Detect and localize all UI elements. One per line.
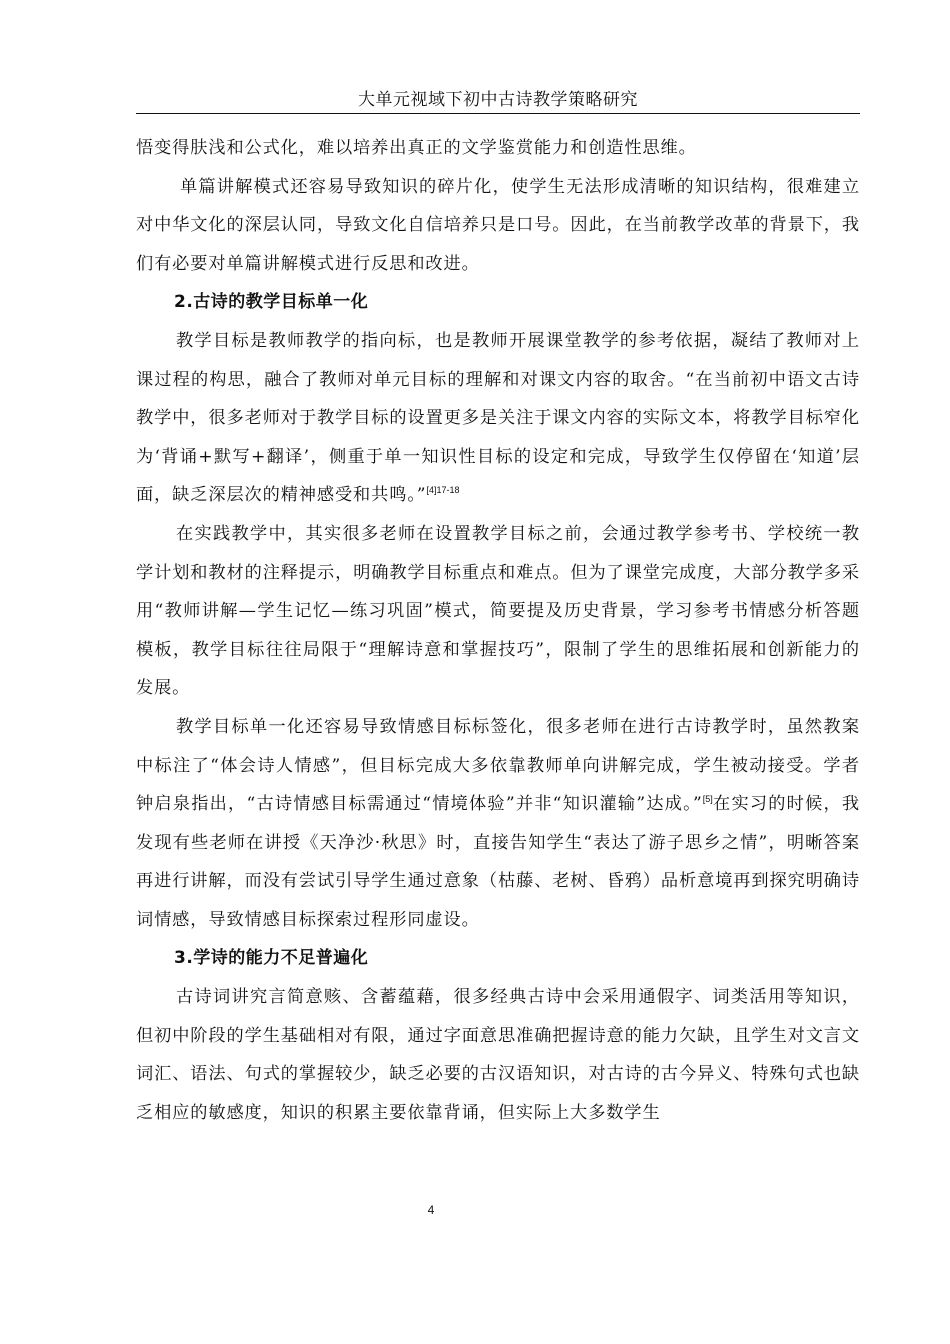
body-text <box>136 129 860 1132</box>
citation-5: [5] <box>702 794 713 805</box>
header-rule <box>136 113 860 114</box>
running-header-title: 大单元视域下初中古诗教学策略研究 <box>358 90 638 110</box>
paragraph-ability: 古诗词讲究言简意赅、含蓄蕴藉，很多经典古诗中会采用通假字、词类活用等知识，但初中阶段的学生基础相对有限，通过字面意思准确把握诗意的能力欠缺，且学生对文言文词汇、语法、句式的掌握较少，缺乏必要的古汉语知识，对古诗的古今异义、特殊句式也缺乏相应的敏感度，知识的积累主要依靠背诵，但实际上大多数学生 <box>136 987 860 1123</box>
paragraph-practice: 在实践教学中，其实很多老师在设置教学目标之前，会通过教学参考书、学校统一教学计划和教材的注释提示，明确教学目标重点和难点。但为了课堂完成度，大部分教学多采用“教师讲解—学生记忆—练习巩固”模式，简要提及历史背景，学习参考书情感分析答题模板，教学目标往往局限于“理解诗意和掌握技巧”，限制了学生的思维拓展和创新能力的发展。 <box>136 523 860 699</box>
citation-4: [4]17-18 <box>426 485 460 496</box>
paragraph-emotion-goals-text-a: 教学目标单一化还容易导致情感目标标签化，很多老师在进行古诗教学时，虽然教案中标注了“体会诗人情感”，但目标完成大多依靠教师单向讲解完成，学生被动接受。学者钟启泉指出，“古诗情感目标需通过“情境体验”并非“知识灌输”达成。” <box>136 716 860 815</box>
paragraph-emotion-goals-text-b: 在实习的时候，我发现有些老师在讲授《天净沙·秋思》时，直接告知学生“表达了游子思乡之情”，明晰答案再进行讲解，而没有尝试引导学生通过意象（枯藤、老树、昏鸦）品析意境再到探究明确诗词情感，导致情感目标探索过程形同虚设。 <box>136 794 860 930</box>
paragraph-fragmentation: 单篇讲解模式还容易导致知识的碎片化，使学生无法形成清晰的知识结构，很难建立对中华文化的深层认同，导致文化自信培养只是口号。因此，在当前教学改革的背景下，我们有必要对单篇讲解模式进行反思和改进。 <box>136 176 860 274</box>
paragraph-continuation: 悟变得肤浅和公式化，难以培养出真正的文学鉴赏能力和创造性思维。 <box>136 138 697 158</box>
paragraph-emotion-goals <box>136 708 860 940</box>
page-number: 4 <box>427 1203 435 1217</box>
section-heading-3: 3.学诗的能力不足普遍化 <box>174 948 369 969</box>
paragraph-teaching-goals <box>136 322 860 515</box>
paragraph-teaching-goals-text: 教学目标是教师教学的指向标，也是教师开展课堂教学的参考依据，凝结了教师对上课过程的构思，融合了教师对单元目标的理解和对课文内容的取舍。“在当前初中语文古诗教学中，很多老师对于教学目标的设置更多是关注于课文内容的实际文本，将教学目标窄化为‘背诵+默写+翻译’，侧重于单一知识性目标的设定和完成，导致学生仅停留在‘知道’层面，缺乏深层次的精神感受和共鸣。” <box>136 330 860 506</box>
section-heading-2: 2.古诗的教学目标单一化 <box>174 292 369 313</box>
